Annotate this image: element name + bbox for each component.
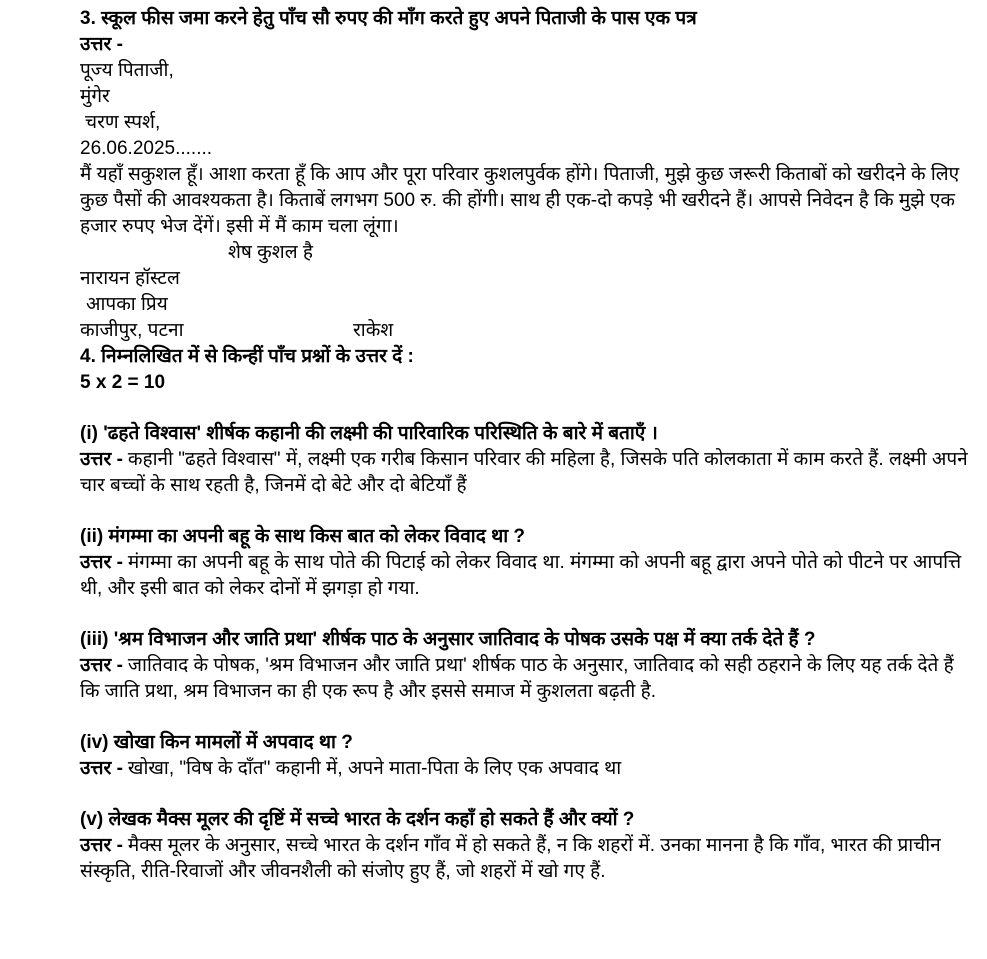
answer-label: उत्तर - <box>80 835 123 856</box>
letter-closing: शेष कुशल है <box>228 242 313 263</box>
letter-greeting: चरण स्पर्श, <box>85 112 161 133</box>
answer-text: मंगम्मा का अपनी बहू के साथ पोते की पिटाई को लेकर विवाद था. मंगम्मा को अपनी बहू द्वारा अपने पोते को पीटने पर आपत्ति थी, और इसी बात को लेकर दोनों में झगड़ा हो गया. <box>80 552 962 599</box>
question-4-marks: 5 x 2 = 10 <box>80 372 166 393</box>
letter-hostel: नारायन हॉस्टल <box>80 268 180 289</box>
qa-item-3-question: (iii) 'श्रम विभाजन और जाति प्रथा' शीर्षक पाठ के अनुसार जातिवाद के पोषक उसके पक्ष में क्या तर्क देते हैं ? <box>80 629 816 650</box>
qa-item-4-question: (iv) खोखा किन मामलों में अपवाद था ? <box>80 732 353 753</box>
letter-date: 26.06.2025....... <box>80 138 213 159</box>
qa-item-1-question: (i) 'ढहते विश्वास' शीर्षक कहानी की लक्ष्मी की पारिवारिक परिस्थिति के बारे में बताएँ । <box>80 423 658 444</box>
answer-label: उत्तर - <box>80 758 123 779</box>
answer-text: कहानी "ढहते विश्वास" में, लक्ष्मी एक गरीब किसान परिवार की महिला है, जिसके पति कोलकाता में काम करते हैं. लक्ष्मी अपने चार बच्चों के साथ रहती है, जिनमें दो बेटे और दो बेटियाँ हैं <box>80 449 968 496</box>
qa-item-5-answer <box>80 833 975 885</box>
short-questions-section <box>80 344 975 885</box>
qa-item-3-answer <box>80 653 975 705</box>
answer-label: उत्तर - <box>80 552 123 573</box>
letter-answer-label: उत्तर - <box>80 34 123 55</box>
answer-label: उत्तर - <box>80 655 123 676</box>
qa-item-2 <box>80 524 975 602</box>
letter-sender-line <box>80 318 975 344</box>
question-4-heading: 4. निम्नलिखित में से किन्हीं पाँच प्रश्नों के उत्तर दें : <box>80 346 414 367</box>
letter-sender-name: राकेश <box>353 320 394 341</box>
qa-item-3 <box>80 627 975 705</box>
letter-body: मैं यहाँ सकुशल हूँ। आशा करता हूँ कि आप और पूरा परिवार कुशलपुर्वक होंगे। पिताजी, मुझे कुछ जरूरी किताबों को खरीदने के लिए कुछ पैसों की आवश्यकता है। किताबें लगभग 500 रु. की होंगी। साथ ही एक-दो कपड़े भी खरीदने हैं। आपसे निवेदन है कि मुझे एक हजार रुपए भेज देंगें। इसी में मैं काम चला लूंगा। <box>80 164 960 237</box>
answer-text: जातिवाद के पोषक, 'श्रम विभाजन और जाति प्रथा' शीर्षक पाठ के अनुसार, जातिवाद को सही ठहराने के लिए यह तर्क देते हैं कि जाति प्रथा, श्रम विभाजन का ही एक रूप है और इससे समाज में कुशलता बढ़ती है. <box>80 655 954 702</box>
answer-text: मैक्स मूलर के अनुसार, सच्चे भारत के दर्शन गाँव में हो सकते हैं, न कि शहरों में. उनका मानना है कि गाँव, भारत की प्राचीन संस्कृति, रीति-रिवाजों और जीवनशैली को संजोए हुए हैं, जो शहरों में खो गए हैं. <box>80 835 941 882</box>
qa-item-2-answer <box>80 550 975 602</box>
qa-item-4 <box>80 730 975 782</box>
qa-item-5 <box>80 807 975 885</box>
answer-text: खोखा, "विष के दाँत" कहानी में, अपने माता-पिता के लिए एक अपवाद था <box>127 758 622 779</box>
qa-item-5-question: (v) लेखक मैक्स मूलर की दृष्टिं में सच्चे भारत के दर्शन कहाँ हो सकते हैं और क्यों ? <box>80 809 635 830</box>
qa-item-1-answer <box>80 447 975 499</box>
letter-sender-address: काजीपुर, पटना <box>80 320 184 341</box>
answer-label: उत्तर - <box>80 449 123 470</box>
letter-question-section <box>80 6 975 344</box>
qa-item-1 <box>80 421 975 499</box>
question-3-heading: 3. स्कूल फीस जमा करने हेतु पाँच सौ रुपए की माँग करते हुए अपने पिताजी के पास एक पत्र <box>80 8 697 29</box>
qa-item-4-answer <box>80 756 975 782</box>
letter-place: मुंगेर <box>80 86 110 107</box>
letter-salutation: पूज्य पिताजी, <box>80 60 174 81</box>
letter-signoff: आपका प्रिय <box>86 294 168 315</box>
qa-item-2-question: (ii) मंगम्मा का अपनी बहू के साथ किस बात को लेकर विवाद था ? <box>80 526 526 547</box>
